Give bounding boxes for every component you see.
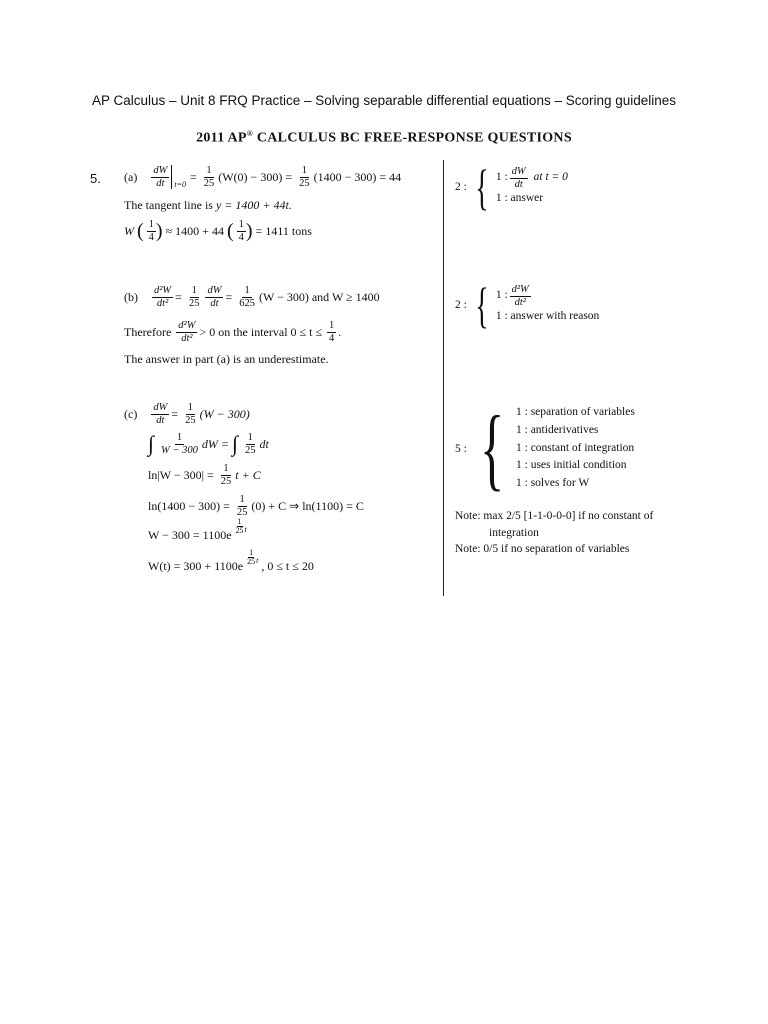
question-number: 5. [90,171,101,186]
rubric-b: 2 : { 1 : $\frac{\text{d²W}}{\text{dt²}}$ 1 : answer with reason [455,276,600,333]
banner-rest: CALCULUS BC FREE-RESPONSE QUESTIONS [253,130,572,146]
part-a-tangent: The tangent line is y = 1400 + 44t. [124,198,292,212]
rubric-item: 1 : antiderivatives [516,423,599,436]
rubric-item: 1 : separation of variables [516,406,635,418]
eq-text: (W(0) − 300) = [218,169,293,184]
exam-banner [0,129,768,147]
dW-dt: $\frac{dW}{dt}$ [153,165,168,189]
brace-icon: { [475,276,489,333]
rubric-item: 1 : uses initial condition [516,459,627,472]
frac-1-25: $\frac{1}{25}$ [203,165,215,189]
part-c-eq6: W(t) = 300 + 1100e 1 25 t , 0 ≤ t ≤ 20 [148,548,314,573]
part-a-label: (a) [124,169,138,184]
banner-main: 2011 AP [196,130,247,146]
note-2: Note: 0/5 if no separation of variables [455,543,630,556]
brace-icon: { [479,396,505,499]
eval-bar: t=0 [171,165,186,189]
part-c-eq5: W − 300 = 1100e 1 25 t [148,517,247,542]
rubric-a-points: 2 : [455,180,467,193]
eq-text: (1400 − 300) = 44 [313,169,402,184]
part-c-eq1: (c) $\frac{dW}{dt}$ = $\frac{1}{25}$ (W − 300) [124,402,250,426]
rubric-c-points: 5 : [455,442,467,455]
rubric-item: 1 : solves for W [516,477,590,490]
part-a-eq1: (a) $\frac{dW}{dt}$ t=0 = $\frac{1}{25}$ (W(0) − 300) = $\frac{1}{25}$ (1400 − 300) = 44 [124,165,402,190]
part-c-eq2: ∫ $\frac{1}{W - 300}$ dW = ∫ $\frac{1}{25}$ dt [148,431,269,457]
part-b-therefore: Therefore $\frac{\text{d²W}}{\text{dt²}}$ > 0 on the interval 0 ≤ t ≤ $\frac{1}{4}$ . [124,320,342,344]
rubric-b-points: 2 : [455,298,467,311]
part-c-label: (c) [124,406,138,421]
part-c-eq4: ln(1400 − 300) = $\frac{1}{25}$ (0) + C ⇒ ln(1100) = C [148,494,364,518]
part-c-eq3: ln|W − 300| = $\frac{1}{25}$ t + C [148,463,261,487]
rubric-c [455,396,635,499]
banner-reg: ® [246,129,254,138]
column-divider [443,160,444,596]
page-header: AP Calculus – Unit 8 FRQ Practice – Solving separable differential equations – Scoring guidelines [91,93,677,108]
frac-1-25: $\frac{1}{25}$ [299,165,310,189]
part-a-approx: W ( $\frac{1}{4}$ ) ≈ 1400 + 44 ( $\frac{1}{4}$ ) = 1411 tons [124,219,312,243]
note-1: Note: max 2/5 [1-1-0-0-0] if no constant of integration Note: 0/5 if no separation of variables [455,508,653,558]
part-b-eq1: (b) $\frac{\text{d²W}}{\text{dt²}}$ = $\frac{1}{25}$ $\frac{dW}{dt}$ = $\frac{1}{625}$ (W − 300) and W ≥ 1400 [124,285,380,309]
rubric-item: 1 : constant of integration [516,441,635,454]
part-b-label: (b) [124,289,138,304]
brace-icon: { [475,158,489,215]
part-b-conclusion: The answer in part (a) is an underestimate. [124,352,329,366]
rubric-a: 2 : { 1 : $\frac{dW}{dt}$ at t = 0 1 : answer [455,158,568,215]
